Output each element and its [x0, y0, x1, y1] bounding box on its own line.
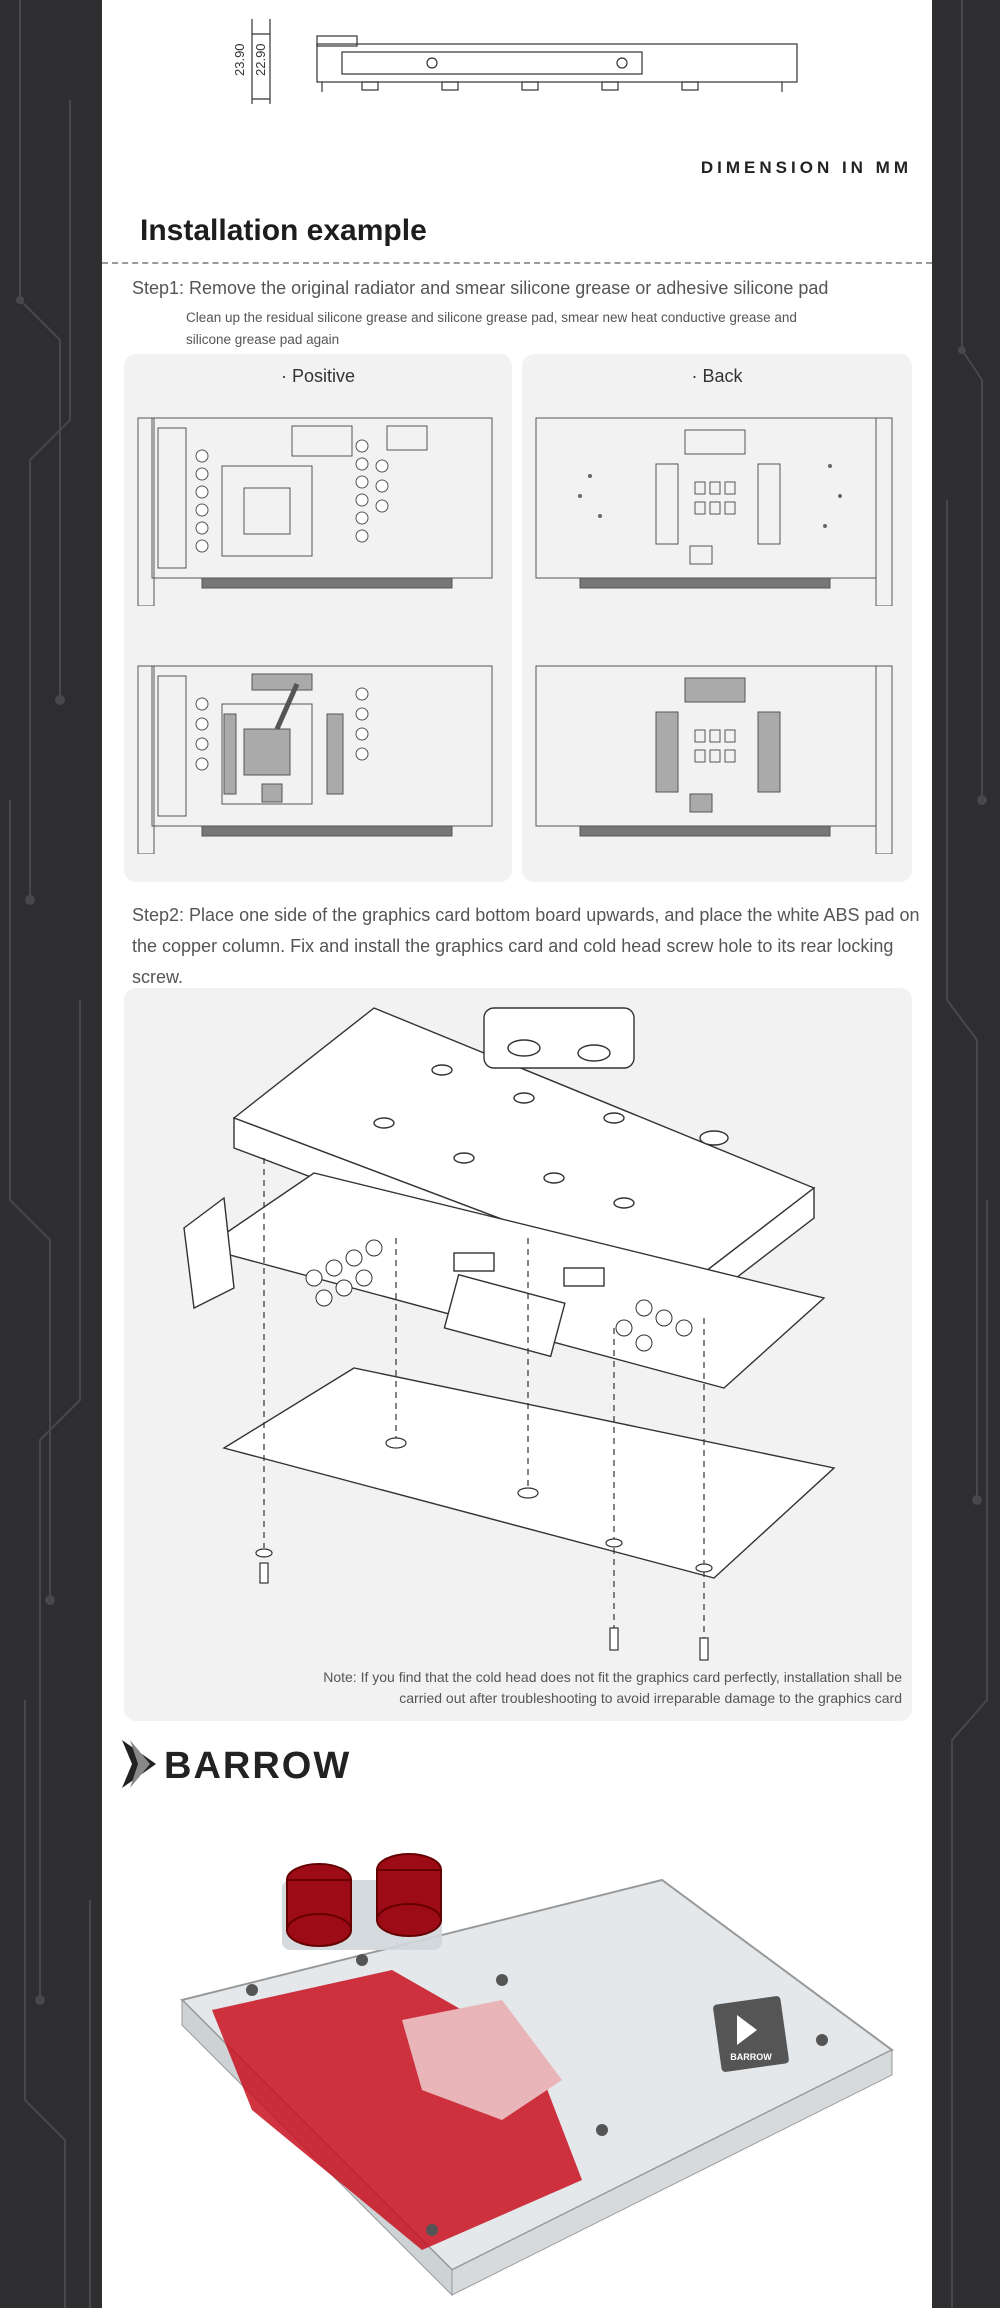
pcb-back-before [530, 406, 900, 606]
back-panel [522, 354, 912, 882]
left-circuit-background [0, 0, 102, 2308]
divider [102, 262, 932, 264]
positive-panel [124, 354, 512, 882]
side-dimension-drawing [222, 14, 822, 124]
dimension-unit-label: DIMENSION IN MM [700, 158, 912, 177]
step1-text: Step1: Remove the original radiator and smear silicone grease or adhesive silicone pad [132, 278, 829, 298]
product-badge-text: BARROW [730, 2052, 772, 2062]
pcb-front-after [132, 654, 502, 854]
exploded-assembly-diagram [124, 988, 912, 1721]
installation-note: Note: If you find that the cold head does not fit the graphics card perfectly, installation shall be carried out after troubleshooting to avoid irreparable damage to the graphics card [323, 1669, 902, 1706]
dimension-value-1: 23.90 [232, 43, 247, 76]
assembly-panel [124, 988, 912, 1721]
step1-detail: Clean up the residual silicone grease and silicone grease pad, smear new heat conductive grease and silicone grease pad again [186, 310, 797, 347]
water-block-product-render [172, 1850, 932, 2308]
section-title: Installation example [140, 214, 427, 247]
back-label: · Back [691, 366, 743, 386]
positive-label: · Positive [280, 366, 356, 386]
step2-text: Step2: Place one side of the graphics card bottom board upwards, and place the white ABS pad on the copper column. Fix and install the graphics card and cold head screw hole to its rear locking screw. [132, 905, 920, 987]
barrow-logo [120, 1734, 400, 1796]
content-sheet [102, 0, 932, 2308]
dimension-value-2: 22.90 [253, 43, 268, 76]
pcb-back-after [530, 654, 900, 854]
right-circuit-background [932, 0, 1000, 2308]
pcb-front-before [132, 406, 502, 606]
brand-name: BARROW [164, 1745, 352, 1787]
